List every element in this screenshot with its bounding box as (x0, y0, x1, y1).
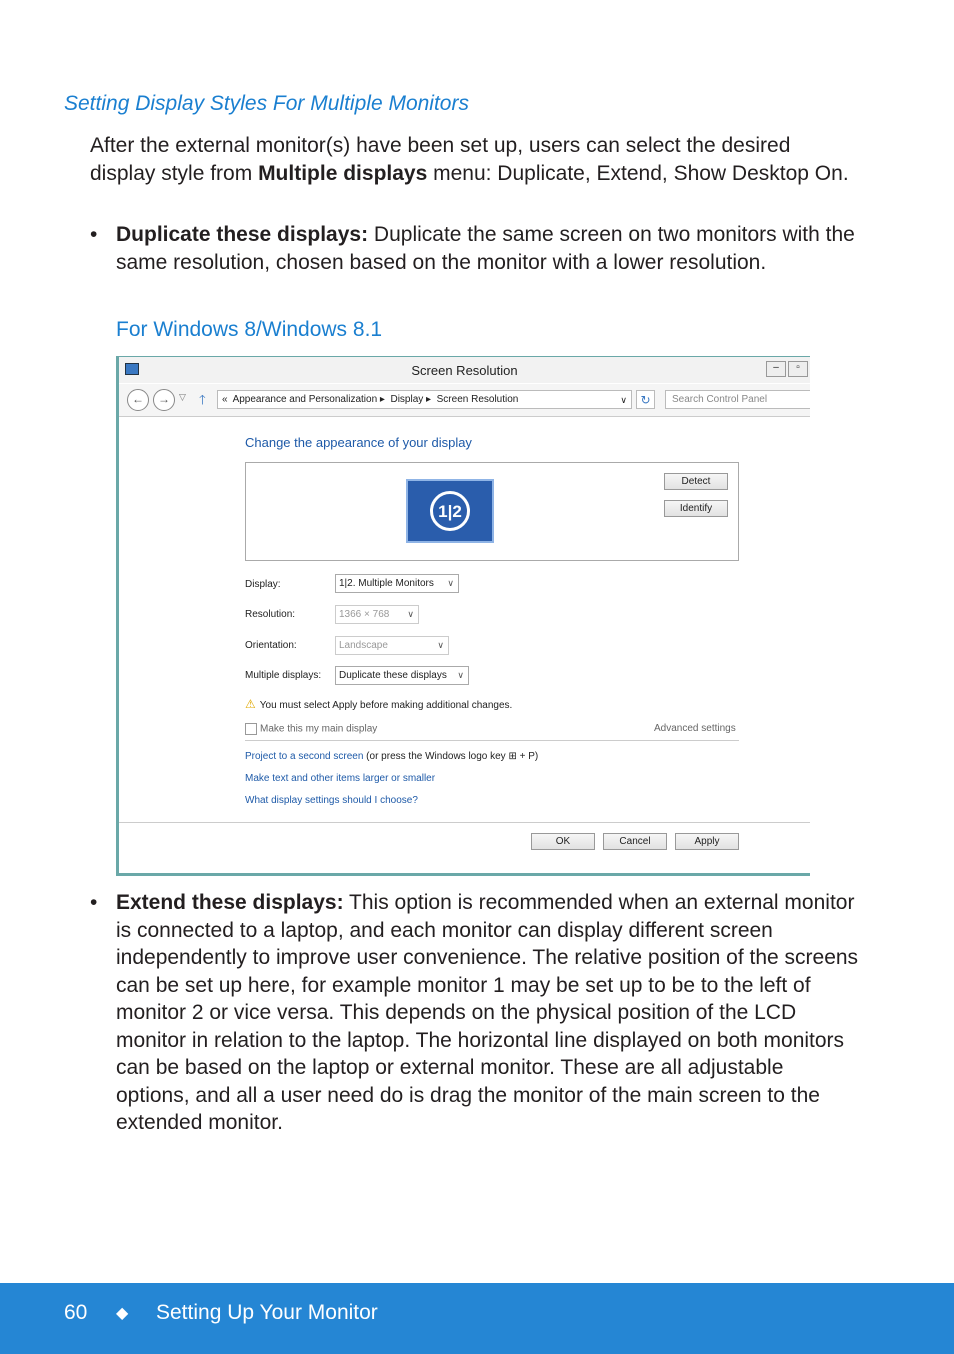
monitor-number: 1|2 (430, 491, 470, 531)
windows-subheading: For Windows 8/Windows 8.1 (116, 318, 383, 341)
cancel-button[interactable]: Cancel (603, 833, 667, 850)
resolution-label: Resolution: (245, 609, 296, 620)
display-select-value: 1|2. Multiple Monitors (339, 578, 434, 589)
breadcrumb-screen-resolution[interactable]: Screen Resolution (436, 394, 519, 405)
display-help-link[interactable]: What display settings should I choose? (245, 795, 418, 806)
apply-warning (245, 697, 512, 711)
main-display-checkbox[interactable] (245, 723, 257, 735)
breadcrumb-prefix: « (222, 394, 228, 405)
apply-button[interactable]: Apply (675, 833, 739, 850)
chevron-down-icon: ∨ (457, 670, 464, 680)
breadcrumb-appearance[interactable]: Appearance and Personalization (232, 394, 378, 405)
multiple-displays-label: Multiple displays: (245, 670, 322, 681)
page-number: 60 (64, 1301, 88, 1324)
chevron-down-icon: ∨ (407, 609, 414, 619)
refresh-icon[interactable]: ↻ (636, 390, 655, 409)
orientation-select-value: Landscape (339, 640, 388, 651)
detect-button[interactable]: Detect (664, 473, 728, 490)
advanced-settings-link[interactable]: Advanced settings (654, 723, 736, 734)
display-label: Display: (245, 579, 281, 590)
multiple-displays-select-value: Duplicate these displays (339, 670, 447, 681)
diamond-icon: ◆ (116, 1305, 129, 1322)
bullet-dot: • (90, 891, 98, 914)
orientation-label: Orientation: (245, 640, 297, 651)
ok-button[interactable]: OK (531, 833, 595, 850)
minimize-button[interactable]: – (766, 361, 786, 377)
resolution-select[interactable] (335, 605, 419, 624)
address-dropdown-icon[interactable]: ∨ (620, 395, 627, 405)
project-link-row (245, 751, 538, 762)
identify-button[interactable]: Identify (664, 500, 728, 517)
bullet-dot: • (90, 223, 98, 246)
main-display-label: Make this my main display (260, 723, 378, 735)
main-display-option[interactable] (245, 723, 377, 735)
intro-text-2: menu: Duplicate, Extend, Show Desktop On. (427, 161, 849, 185)
window-titlebar (119, 357, 810, 383)
orientation-select[interactable] (335, 636, 449, 655)
divider (245, 740, 739, 741)
intro-text-1: After the external monitor(s) have been set up, users can select the desired display style from (90, 134, 791, 185)
page-footer (0, 1283, 954, 1354)
bullet-term: Extend these displays: (116, 891, 344, 914)
project-second-screen-link[interactable]: Project to a second screen (245, 751, 364, 762)
monitor-arrangement-box (245, 462, 739, 561)
history-dropdown-icon[interactable]: ▽ (179, 392, 186, 402)
warning-icon: ⚠ (245, 697, 256, 711)
content-title: Change the appearance of your display (245, 435, 472, 450)
restore-button[interactable]: ▫ (788, 361, 808, 377)
bullet-text: This option is recommended when an external monitor is connected to a laptop, and each monitor can display different screen independently to improve user convenience. The relative position of the screens can be set up here, for example monitor 1 may be set up to be to the left of monitor 2 or vice versa. This depends on the physical position of the LCD monitor in relation to the laptop. The horizontal line displayed on both monitors can be based on the laptop or external monitor. These are all adjustable options, and all a user need do is drag the monitor of the main screen to the extended monitor. (116, 891, 859, 1134)
up-arrow-icon[interactable]: 🡑 (199, 392, 206, 407)
project-hint: (or press the Windows logo key ⊞ + P) (363, 751, 539, 762)
chevron-down-icon: ∨ (447, 578, 454, 588)
breadcrumb-display[interactable]: Display (390, 394, 424, 405)
intro-paragraph (90, 132, 850, 187)
back-icon[interactable]: ← (127, 389, 149, 411)
forward-icon[interactable]: → (153, 389, 175, 411)
bullet-term: Duplicate these displays: (116, 223, 369, 246)
footer-title: Setting Up Your Monitor (156, 1301, 378, 1324)
section-heading: Setting Display Styles For Multiple Monitors (64, 92, 469, 115)
address-bar (119, 384, 810, 417)
breadcrumb[interactable]: « Appearance and Personalization ▸ Display ▸ Screen Resolution ∨ (217, 390, 632, 409)
intro-bold: Multiple displays (258, 161, 428, 185)
resolution-select-value: 1366 × 768 (339, 609, 390, 620)
text-size-link[interactable]: Make text and other items larger or smaller (245, 773, 436, 784)
footer-divider (119, 822, 810, 823)
bullet-duplicate (90, 221, 856, 276)
monitor-tile[interactable] (406, 479, 494, 543)
screen-resolution-window (116, 356, 810, 876)
bullet-extend (90, 889, 861, 1137)
display-select[interactable] (335, 574, 459, 593)
warning-text: You must select Apply before making additional changes. (259, 700, 513, 711)
multiple-displays-select[interactable] (335, 666, 469, 685)
window-title: Screen Resolution (411, 363, 518, 378)
chevron-down-icon: ∨ (437, 640, 444, 650)
search-input[interactable]: Search Control Panel (665, 390, 810, 409)
bullet-text: Duplicate the same screen on two monitors with the same resolution, chosen based on the monitor with a lower resolution. (116, 223, 855, 274)
